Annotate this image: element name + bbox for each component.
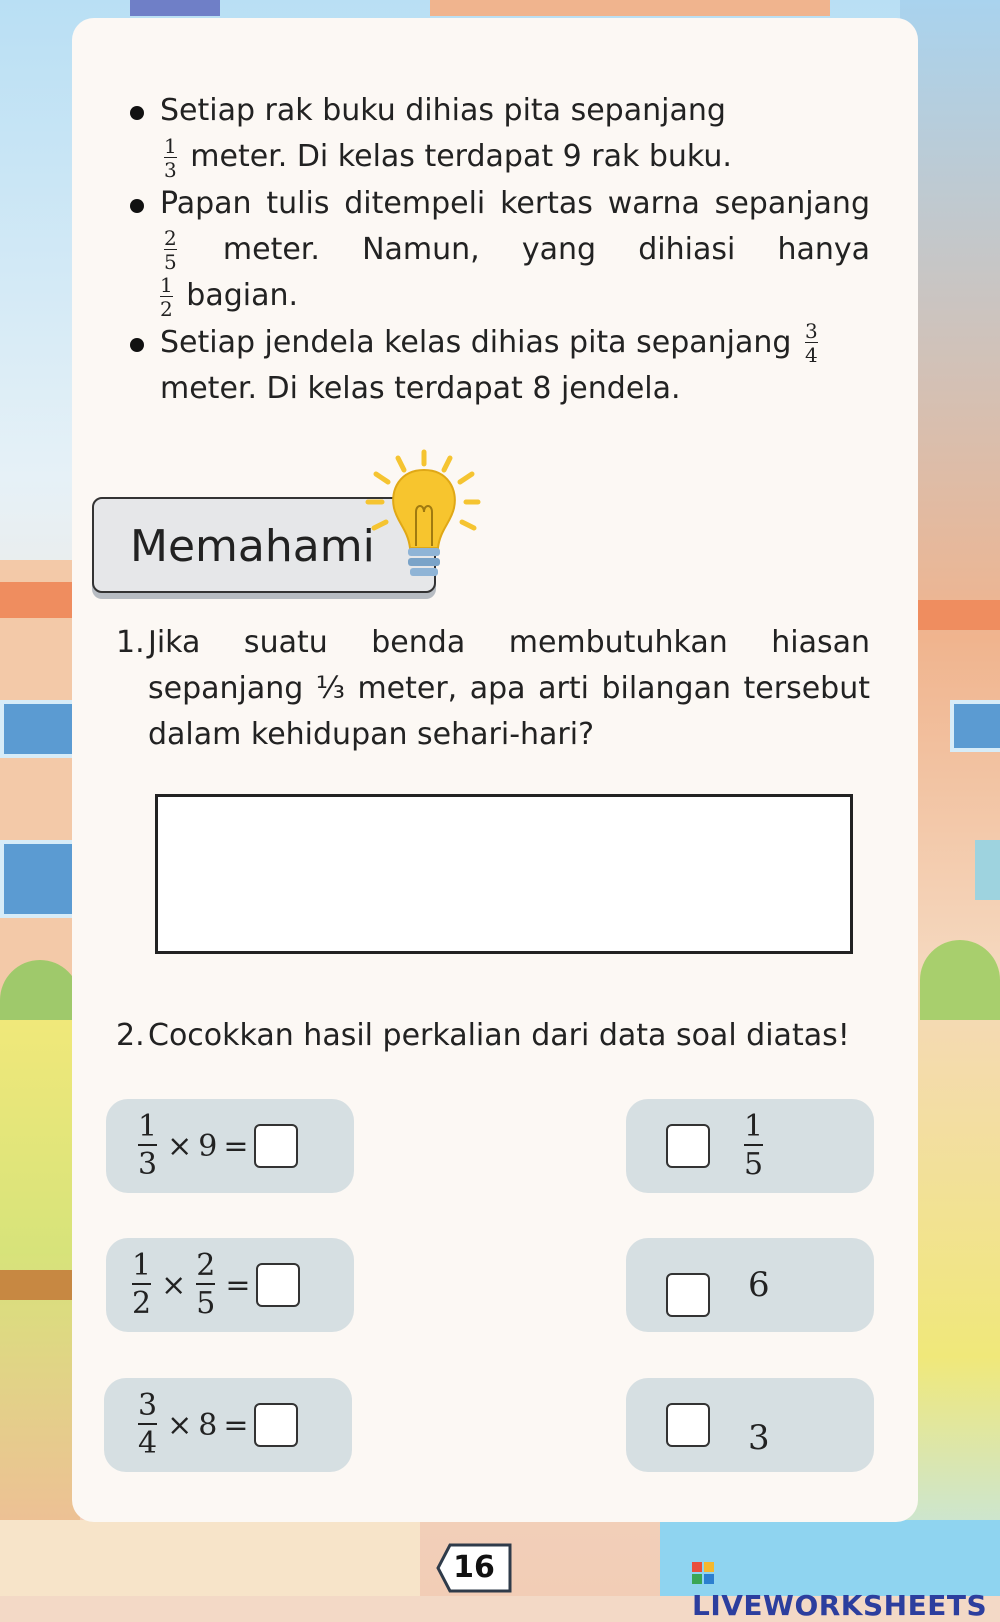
lightbulb-icon (364, 448, 484, 598)
match-connector-box[interactable] (666, 1124, 710, 1168)
answer-option-3 (666, 1378, 770, 1472)
operand: 9 (198, 1128, 218, 1164)
numerator: 1 (164, 133, 177, 158)
numerator: 2 (196, 1248, 216, 1283)
denominator: 2 (160, 296, 173, 321)
match-connector-box[interactable] (254, 1124, 298, 1168)
times-sign: × (167, 1128, 193, 1164)
numerator: 2 (164, 226, 177, 250)
numerator: 3 (804, 319, 818, 343)
times-sign: × (167, 1407, 193, 1443)
bullet-dot (130, 106, 144, 120)
denominator: 4 (138, 1423, 157, 1461)
bullet-dot (130, 199, 144, 213)
bullet-dot (130, 338, 144, 352)
liveworksheets-logo (692, 1556, 1000, 1622)
bullet-window (128, 320, 870, 413)
bullet-text: Papan tulis ditempeli kertas warna sepanjang (160, 185, 870, 221)
bullet-whiteboard (128, 181, 870, 274)
question-text: Cocokkan hasil perkalian dari data soal diatas! (148, 1018, 850, 1053)
equation-2 (128, 1238, 300, 1332)
question-1 (116, 620, 870, 758)
operand: 8 (198, 1407, 218, 1443)
fraction (132, 1249, 151, 1321)
numerator: 1 (160, 272, 173, 297)
brand-label: LIVEWORKSHEETS (692, 1589, 988, 1622)
problem-data-list (128, 88, 870, 412)
bullet-text: meter. Namun, yang dihiasi hanya (222, 231, 870, 267)
section-heading-label: Memahami (130, 521, 375, 572)
question-number: 2. (116, 1018, 145, 1053)
answer-option-1 (666, 1099, 767, 1193)
denominator: 3 (164, 157, 177, 182)
match-connector-box[interactable] (256, 1263, 300, 1307)
denominator: 3 (138, 1144, 157, 1182)
bullet-text: Setiap jendela kelas dihias pita sepanjang (160, 324, 792, 360)
answer-option-2 (666, 1238, 770, 1332)
answer-value: 3 (748, 1418, 770, 1458)
question-number: 1. (116, 625, 145, 660)
denominator: 4 (804, 343, 818, 367)
equation-1 (134, 1099, 298, 1193)
numerator: 1 (138, 1109, 158, 1144)
times-sign: × (161, 1267, 187, 1303)
denominator: 5 (744, 1144, 763, 1182)
answer-value: 6 (748, 1265, 770, 1305)
fraction (805, 320, 818, 366)
equals-sign: = (225, 1267, 251, 1303)
match-connector-box[interactable] (254, 1403, 298, 1447)
match-connector-box[interactable] (666, 1273, 710, 1317)
bullet-text: meter. Di kelas terdapat 9 rak buku. (190, 139, 732, 174)
equation-3 (134, 1378, 298, 1472)
equals-sign: = (223, 1128, 249, 1164)
numerator: 1 (132, 1248, 152, 1283)
numerator: 3 (138, 1388, 158, 1423)
bullet-whiteboard-cont (128, 273, 870, 320)
numerator: 1 (744, 1109, 764, 1144)
fraction (164, 135, 177, 181)
bullet-text: meter. Di kelas terdapat 8 jendela. (160, 371, 681, 406)
page-number (436, 1543, 504, 1593)
fraction (196, 1249, 215, 1321)
match-connector-box[interactable] (666, 1403, 710, 1447)
bullet-text: Setiap rak buku dihias pita sepanjang (160, 93, 726, 128)
page-number-label: 16 (453, 1550, 495, 1585)
fraction (164, 227, 177, 273)
fraction (744, 1110, 763, 1182)
fraction (138, 1110, 157, 1182)
question-2 (116, 1013, 870, 1059)
denominator: 5 (164, 250, 177, 274)
liveworksheets-icon (692, 1562, 714, 1584)
equals-sign: = (223, 1407, 249, 1443)
question-text: Jika suatu benda membutuhkan hiasan sepanjang ⅓ meter, apa arti bilangan tersebut dalam kehidupan sehari-hari? (148, 625, 870, 752)
denominator: 2 (132, 1283, 151, 1321)
bullet-bookshelf (128, 88, 870, 181)
bullet-text: bagian. (186, 278, 299, 313)
denominator: 5 (196, 1283, 215, 1321)
fraction (160, 274, 173, 320)
answer-text-box[interactable] (155, 794, 853, 954)
fraction (138, 1389, 157, 1461)
